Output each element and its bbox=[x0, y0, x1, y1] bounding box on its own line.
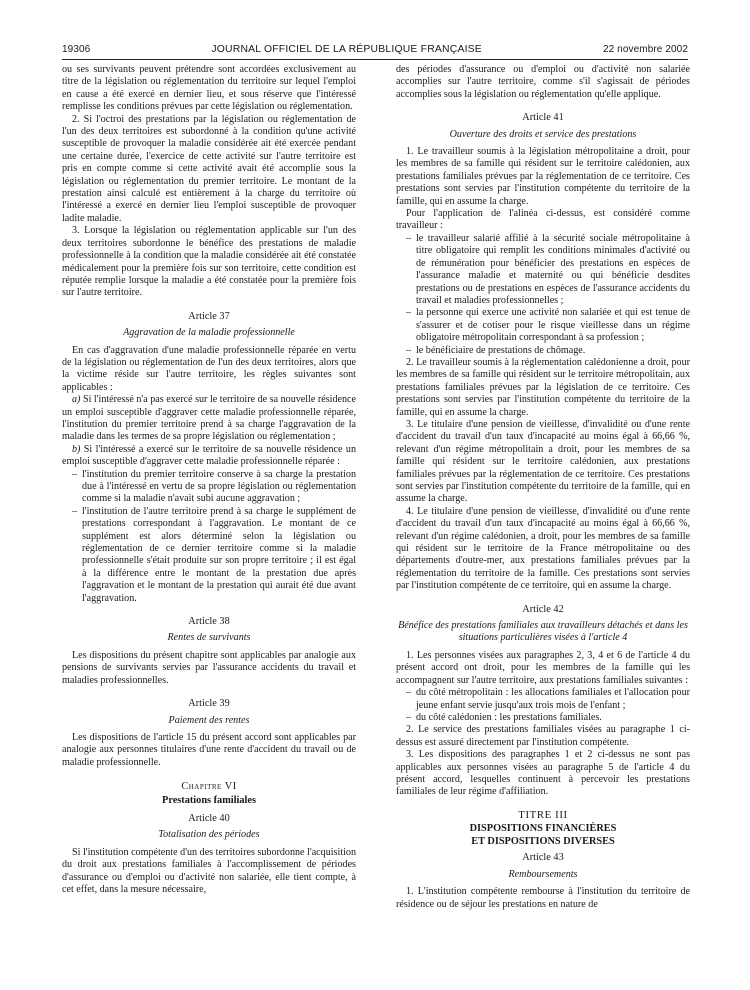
journal-title: JOURNAL OFFICIEL DE LA RÉPUBLIQUE FRANÇAISE bbox=[211, 44, 482, 55]
paragraph: 3. Lorsque la législation ou réglementation applicable sur l'un des deux territoires subordonne le bénéfice des prestations de maladie professionnelle à la condition que la maladie considérée ait été constatée médicalement pour la première fois sur son territoire, cette condition est réputée remplie lorsque la maladie a été constatée pour la première fois sur l'autre territoire. bbox=[62, 225, 356, 299]
dash-list bbox=[396, 233, 690, 357]
list-item: – l'institution du premier territoire conserve à sa charge la prestation due à l'intéressé en vertu de sa propre législation ou réglementation comme si la maladie n'avait subi aucune aggravation ; bbox=[72, 469, 356, 506]
item-text: Si l'intéressé a exercé sur le territoire de sa nouvelle résidence un emploi susceptible d'aggraver cette maladie professionnelle réparée : bbox=[62, 443, 356, 468]
title-name-line: DISPOSITIONS FINANCIÈRES bbox=[469, 823, 617, 835]
item-text: Si l'intéressé n'a pas exercé sur le territoire de sa nouvelle résidence un emploi susceptible d'aggraver cette maladie professionnelle réparée, l'institution du premier territoire prend à sa charge l'aggravation de la maladie dans les termes de sa propre législation ou réglementation ; bbox=[62, 394, 356, 443]
paragraph: ou ses survivants peuvent prétendre sont accordées exclusivement au titre de la législation ou réglementation du territoire sur lequel l'emploi en cause a été exercé en dernier lieu, et sous réserve que l'intéressé remplisse les conditions prévues par cette législation ou réglementation. bbox=[62, 64, 356, 113]
article-heading: Article 38 bbox=[188, 616, 230, 628]
article-heading: Article 40 bbox=[188, 812, 230, 824]
paragraph: Les dispositions de l'article 15 du présent accord sont applicables par analogie aux personnes titulaires d'une rente d'accident du travail ou de maladie professionnelle. bbox=[62, 731, 356, 768]
paragraph: En cas d'aggravation d'une maladie professionnelle réparée en vertu de la législation ou réglementation de l'un des deux territoires, alors que la victime réside sur l'autre territoire, les règles suivantes sont applicables : bbox=[62, 344, 356, 393]
paragraph-b bbox=[62, 444, 356, 469]
paragraph: des périodes d'assurance ou d'emploi ou d'activité non salariée accomplies sur l'autre territoire, comme s'il s'agissait de périodes accomplies sous la législation ou réglementation qu'elle applique. bbox=[396, 64, 690, 100]
title-name bbox=[396, 823, 690, 848]
list-item: – la personne qui exerce une activité non salariée et qui est tenue de s'assurer et de cotiser pour le risque vieillesse dans un régime obligatoire métropolitain correspondant à sa profession ; bbox=[406, 307, 690, 344]
page-number: 19306 bbox=[62, 44, 91, 55]
list-item: – l'institution de l'autre territoire prend à sa charge le supplément de prestations correspondant à l'aggravation. Le montant de ce supplément est alors déterminé selon la législation ou réglementation de ce dernier territoire comme si la maladie professionnelle s'était produite sur son propre territoire ; il est égal à la différence entre le montant de la prestation due après l'aggravation et le montant de la prestation qui aurait été due avant l'aggravation. bbox=[72, 506, 356, 605]
article-subtitle: Bénéfice des prestations familiales aux travailleurs détachés et dans les situations particulières visées à l'article 4 bbox=[398, 620, 688, 644]
article-heading: Article 42 bbox=[522, 603, 564, 615]
list-item: – du côté calédonien : les prestations familiales. bbox=[406, 712, 690, 724]
header-rule bbox=[62, 59, 688, 60]
article-heading: Article 39 bbox=[188, 698, 230, 710]
right-column bbox=[396, 64, 690, 911]
issue-date: 22 novembre 2002 bbox=[602, 44, 688, 55]
paragraph: 2. Si l'octroi des prestations par la législation ou réglementation de l'un des deux territoires est subordonné à la condition qu'une activité susceptible de provoquer la maladie considérée ait été exercée pendant une certaine durée, l'exercice de cette activité sur l'autre territoire est pris en compte comme si cette activité avait été accomplie sous la législation ou réglementation du premier territoire. Le montant de la prestation ainsi calculé est entièrement à la charge du territoire où l'intéressé a exercé en dernier lieu l'emploi susceptible de provoquer ladite maladie. bbox=[62, 113, 356, 224]
paragraph: 3. Le titulaire d'une pension de vieillesse, d'invalidité ou d'une rente d'accident du travail d'un taux d'incapacité au moins égal à 66,66 %, relevant d'un régime métropolitain a droit, pour les membres de sa famille qui résident sur le territoire calédonien, aux prestations familiales prévues par la réglementation de ce territoire. Ces prestations sont servies par l'institution compétente du territoire de la famille, qui en assume la charge. bbox=[396, 418, 690, 505]
item-label: a) bbox=[72, 394, 81, 406]
title-name-line: ET DISPOSITIONS DIVERSES bbox=[471, 835, 615, 847]
paragraph: 3. Les dispositions des paragraphes 1 et 2 ci-dessus ne sont pas applicables aux personnes visées au paragraphe 5 de l'article 4 du présent accord, lesquelles continuent à percevoir les prestations familiales de leur régime d'affiliation. bbox=[396, 749, 690, 798]
article-subtitle: Rentes de survivants bbox=[167, 632, 251, 644]
paragraph: 1. Les personnes visées aux paragraphes 2, 3, 4 et 6 de l'article 4 du présent accord ont droit, pour les membres de la famille qui les accompagnent sur l'autre territoire, aux prestations familiales suivantes : bbox=[396, 649, 690, 686]
paragraph: Pour l'application de l'alinéa ci-dessus, est considéré comme travailleur : bbox=[396, 208, 690, 232]
article-subtitle: Ouverture des droits et service des prestations bbox=[449, 128, 637, 140]
left-column bbox=[62, 64, 356, 911]
article-subtitle: Totalisation des périodes bbox=[158, 829, 260, 841]
paragraph: 2. Le service des prestations familiales visées au paragraphe 1 ci-dessus est assuré directement par l'institution compétente. bbox=[396, 724, 690, 748]
title-heading: TITRE III bbox=[518, 808, 568, 821]
article-heading: Article 43 bbox=[522, 852, 564, 864]
article-heading: Article 41 bbox=[522, 112, 564, 124]
paragraph-a bbox=[62, 394, 356, 444]
paragraph: 4. Le titulaire d'une pension de vieillesse, d'invalidité ou d'une rente d'accident du travail d'un taux d'incapacité au moins égal à 66,66 %, relevant d'un régime calédonien, a droit, pour les membres de sa famille qui résident sur le territoire de la France métropolitaine ou des départements d'outre-mer, aux prestations familiales prévues par la réglementation du territoire de la famille. Ces prestations sont servies par l'institution compétente de ce territoire, qui en assume la charge. bbox=[396, 505, 690, 592]
paragraph: Si l'institution compétente d'un des territoires subordonne l'acquisition du droit aux prestations familiales à l'accomplissement de périodes d'assurance ou d'emploi ou d'activité non salariée, elle tient compte, à cet effet, dans la mesure nécessaire, bbox=[62, 846, 356, 895]
list-item: – du côté métropolitain : les allocations familiales et l'allocation pour jeune enfant servie jusqu'aux trois mois de l'enfant ; bbox=[406, 687, 690, 712]
chapter-heading: Chapitre VI bbox=[181, 781, 237, 793]
paragraph: 1. Le travailleur soumis à la législation métropolitaine a droit, pour les membres de sa famille qui résident sur le territoire calédonien, aux prestations familiales prévues par la réglementation de ce territoire. Ces prestations sont servies par l'institution compétente du territoire de la famille, qui en assume la charge. bbox=[396, 146, 690, 207]
dash-list bbox=[396, 687, 690, 724]
item-label: b) bbox=[72, 443, 81, 455]
dash-list bbox=[62, 469, 356, 605]
list-item: – le travailleur salarié affilié à la sécurité sociale métropolitaine à titre obligatoire qui remplit les conditions minimales d'activité ou de rémunération pour bénéficier des prestations en espèces de l'assurance maladie et maternité ou qui bénéficie desdites prestations ou de prestations en espèces de l'assurance accidents du travail et maladies professionnelles ; bbox=[406, 233, 690, 307]
article-subtitle: Remboursements bbox=[508, 868, 578, 880]
chapter-name: Prestations familiales bbox=[162, 794, 256, 806]
article-subtitle: Paiement des rentes bbox=[168, 714, 250, 726]
paragraph: Les dispositions du présent chapitre sont applicables par analogie aux pensions de survivants servies par l'assurance accidents du travail et maladies professionnelles. bbox=[62, 649, 356, 686]
article-heading: Article 37 bbox=[188, 310, 230, 322]
paragraph: 2. Le travailleur soumis à la réglementation calédonienne a droit, pour les membres de sa famille qui résident sur le territoire métropolitain, aux prestations familiales prévues par la législation de ce territoire. Ces prestations sont servies par l'institution compétente du territoire de la famille, qui en assume la charge. bbox=[396, 356, 690, 418]
paragraph: 1. L'institution compétente rembourse à l'institution du territoire de résidence ou de séjour les prestations en nature de bbox=[396, 886, 690, 910]
list-item: – le bénéficiaire de prestations de chômage. bbox=[406, 345, 690, 357]
page-header bbox=[62, 44, 688, 60]
body-columns bbox=[62, 64, 690, 911]
article-subtitle: Aggravation de la maladie professionnelle bbox=[123, 327, 295, 339]
